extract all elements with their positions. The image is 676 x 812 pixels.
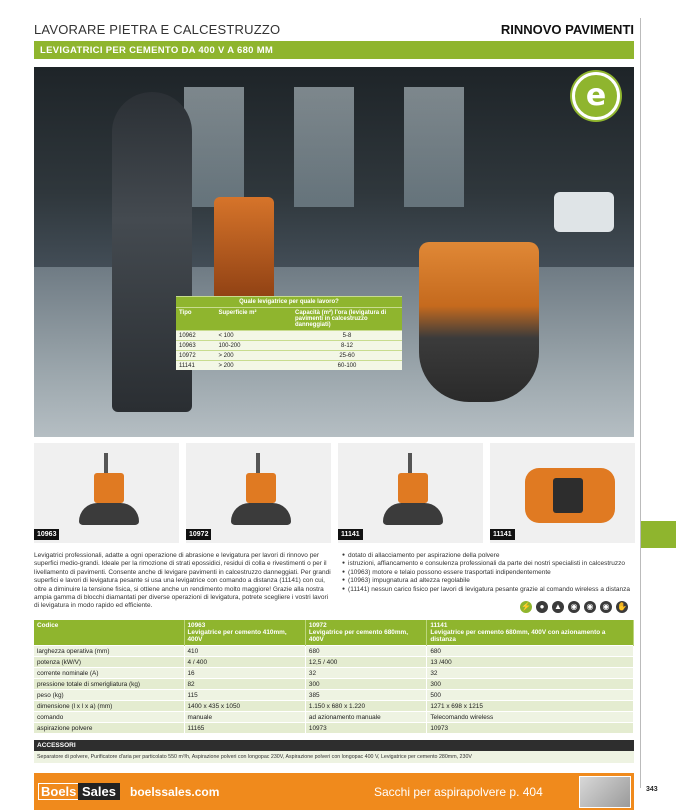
section-title: LAVORARE PIETRA E CALCESTRUZZO	[34, 22, 281, 37]
glove-icon: ✋	[617, 602, 627, 611]
spec-table	[34, 620, 634, 733]
spec-header: 10963 Levigatrice per cemento 410mm, 400V	[184, 620, 305, 646]
table-cell: 11165	[184, 723, 305, 734]
table-row	[176, 341, 402, 351]
page-number: 343	[646, 786, 658, 793]
which-grinder-table	[176, 296, 402, 370]
footer-bar	[34, 773, 634, 810]
product-banner: LEVIGATRICI PER CEMENTO DA 400 V A 680 MM	[34, 41, 634, 59]
table-row	[176, 361, 402, 371]
hero-photo	[34, 67, 634, 437]
list-item: ● istruzioni, affiancamento e consulenza professionali da parte dei nostri specialisti in calcestruzzo	[342, 560, 634, 568]
product-code-label: 10963	[34, 529, 59, 540]
spec-header: Codice	[34, 620, 184, 646]
table-cell: 100-200	[215, 341, 292, 351]
table-row	[176, 351, 402, 361]
brand-logo-sales: Sales	[78, 783, 120, 800]
table-cell: 25-60	[292, 351, 402, 361]
table-cell: 500	[427, 690, 634, 701]
page-divider	[640, 18, 641, 788]
table-cell: 16	[184, 668, 305, 679]
shield-icon: ▲	[552, 601, 564, 613]
table-cell: 300	[305, 679, 426, 690]
ear-protection-icon: ◉	[568, 601, 580, 613]
product-thumbnails	[34, 443, 634, 545]
spec-label: comando	[34, 712, 184, 723]
product-thumb[interactable]	[338, 443, 483, 543]
product-thumb[interactable]	[186, 443, 331, 543]
table-cell: > 200	[215, 351, 292, 361]
hero-van	[554, 192, 614, 232]
table-cell: 4 / 400	[184, 657, 305, 668]
table-cell: 10972	[176, 351, 215, 361]
spec-label: potenza (kW/V)	[34, 657, 184, 668]
list-item: ● (11141) nessun carico fisico per lavori di levigatura pesante grazie al comando wireless a distanza	[342, 586, 634, 594]
which-grinder-header: Capacità (m²) l'ora (levigatura di pavimenti in calcestruzzo danneggiati)	[292, 308, 402, 331]
which-grinder-header: Superficie m²	[215, 308, 292, 331]
table-cell: 410	[184, 646, 305, 657]
table-cell: 5-8	[292, 331, 402, 341]
table-row	[34, 668, 634, 679]
remote-control-illustration	[535, 453, 595, 528]
table-cell: Telecomando wireless	[427, 712, 634, 723]
hero-window	[294, 87, 354, 207]
table-cell: 8-12	[292, 341, 402, 351]
car-icon: ●	[536, 601, 548, 613]
cross-reference[interactable]: Sacchi per aspirapolvere p. 404	[374, 785, 543, 799]
mask-icon: ◉	[600, 601, 612, 613]
which-grinder-caption: Quale levigatrice per quale lavoro?	[176, 297, 402, 308]
hero-grinder	[419, 242, 539, 402]
eco-badge-icon	[572, 72, 620, 120]
table-cell: 32	[427, 668, 634, 679]
table-row	[34, 712, 634, 723]
spec-label: corrente nominale (A)	[34, 668, 184, 679]
table-row	[34, 646, 634, 657]
list-item: ● (10963) impugnatura ad altezza regolabile	[342, 577, 634, 585]
table-cell: 10962	[176, 331, 215, 341]
accessories-heading: ACCESSORI	[34, 740, 634, 751]
chapter-tab	[641, 521, 676, 548]
table-cell: 385	[305, 690, 426, 701]
grinder-illustration	[383, 453, 443, 528]
product-thumb[interactable]	[490, 443, 635, 543]
helmet-icon: ◉	[584, 601, 596, 613]
list-item: ● dotato di allacciamento per aspirazione della polvere	[342, 552, 634, 560]
hero-window	[404, 87, 464, 207]
spec-label: larghezza operativa (mm)	[34, 646, 184, 657]
table-row	[34, 679, 634, 690]
eco-badge-letter: e	[585, 78, 607, 113]
spec-label: aspirazione polvere	[34, 723, 184, 734]
spec-header: 10972 Levigatrice per cemento 680mm, 400V	[305, 620, 426, 646]
product-code-label: 11141	[338, 529, 363, 540]
table-cell: 10973	[427, 723, 634, 734]
spec-header-row	[34, 620, 634, 646]
hero-dust-extractor	[214, 197, 274, 307]
product-description: Levigatrici professionali, adatte a ogni operazione di abrasione e levigatura per lavori di rinnovo per superfici medio-grandi. Ideale per la rimozione di strati epossidici, residui di colla e rivestimenti o per il livellamento di pavimenti. Consente anche di levigare pavimenti in calcestruzzo danneggiati. Per grandi superfici e lavori di levigatura pesante si usa una levigatrice con comando a distanza (11141) con cui, oltre a diminuire la tensione fisica, si ottiene anche un rendimento molto maggiore! Grazie alla nostra ampia gamma di blocchi diamantati per diverse operazioni di levigatura, potrete scegliere i vostri lavori di levigatura in modo rapido ed efficiente.	[34, 552, 331, 610]
table-row	[34, 701, 634, 712]
table-cell: 10963	[176, 341, 215, 351]
table-cell: 60-100	[292, 361, 402, 371]
brand-logo-boels: Boels	[38, 783, 79, 800]
table-cell: 1400 x 435 x 1050	[184, 701, 305, 712]
table-cell: 12,5 / 400	[305, 657, 426, 668]
which-grinder-header: Tipo	[176, 308, 215, 331]
table-cell: < 100	[215, 331, 292, 341]
table-cell: 10973	[305, 723, 426, 734]
spec-header: 11141 Levigatrice per cemento 680mm, 400V con azionamento a distanza	[427, 620, 634, 646]
table-row	[34, 690, 634, 701]
table-cell: 680	[305, 646, 426, 657]
table-cell: 11141	[176, 361, 215, 371]
table-cell: 115	[184, 690, 305, 701]
table-cell: manuale	[184, 712, 305, 723]
table-cell: ad azionamento manuale	[305, 712, 426, 723]
product-photo-icon	[579, 776, 631, 808]
table-cell: 1271 x 698 x 1215	[427, 701, 634, 712]
list-item: ● (10963) motore e telaio possono essere trasportati indipendentemente	[342, 569, 634, 577]
table-row	[34, 723, 634, 734]
page-header	[34, 22, 634, 40]
table-row	[34, 657, 634, 668]
table-cell: 300	[427, 679, 634, 690]
hero-window	[184, 87, 244, 207]
product-code-label: 10972	[186, 529, 211, 540]
spec-label: pressione totale di smerigliatura (kg)	[34, 679, 184, 690]
table-cell: 13 /400	[427, 657, 634, 668]
spec-label: dimensione (l x l x a) (mm)	[34, 701, 184, 712]
table-cell: 32	[305, 668, 426, 679]
grinder-illustration	[79, 453, 139, 528]
grinder-illustration	[231, 453, 291, 528]
spec-label: peso (kg)	[34, 690, 184, 701]
table-cell: 1.150 x 680 x 1.220	[305, 701, 426, 712]
website-link[interactable]: boelssales.com	[130, 785, 220, 799]
product-code-label: 11141	[490, 529, 515, 540]
feature-icons	[520, 601, 634, 614]
table-cell: > 200	[215, 361, 292, 371]
table-cell: 680	[427, 646, 634, 657]
feature-list	[342, 552, 634, 594]
table-row	[176, 331, 402, 341]
table-cell: 82	[184, 679, 305, 690]
category-title: RINNOVO PAVIMENTI	[500, 22, 634, 37]
plug-icon: ⚡	[521, 602, 531, 611]
product-thumb[interactable]	[34, 443, 179, 543]
accessories-text: Separatore di polvere, Purificatore d'aria per particolato 550 m³/h, Aspirazione polveri con longopac 230V, Aspirazione polveri con longopac 400 V, Levigatrice per cemento 280mm, 230V	[34, 751, 634, 763]
